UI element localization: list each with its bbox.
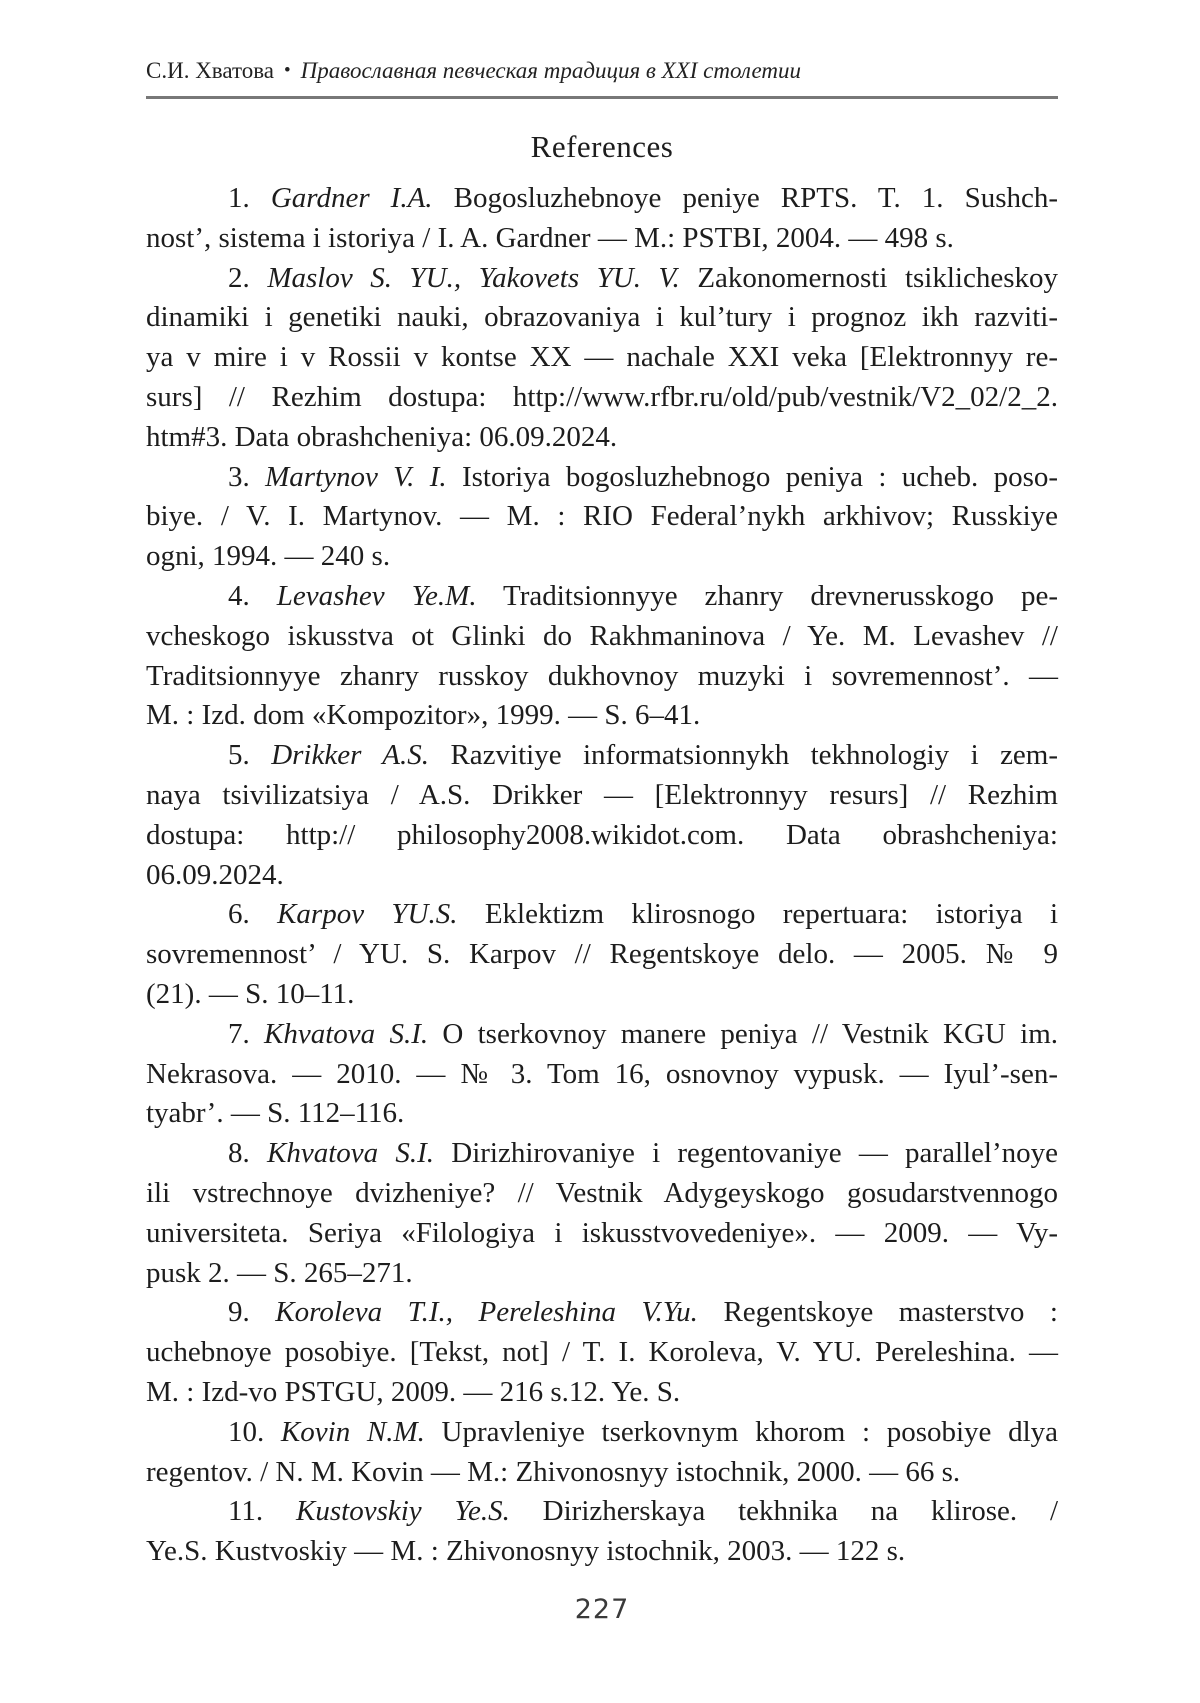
reference-authors: Khvatova S.I. xyxy=(266,1137,435,1170)
reference-number: 5. xyxy=(228,739,250,772)
reference-line xyxy=(146,577,1058,617)
references-list xyxy=(146,179,1058,1572)
reference-line xyxy=(146,1413,1058,1453)
reference-line xyxy=(146,1293,1058,1333)
reference-line: biye. / V. I. Martynov. — M. : RIO Federal’nykh arkhivov; Russkiye xyxy=(146,500,1058,533)
reference-authors: Maslov S. YU., Yakovets YU. V. xyxy=(267,261,680,294)
reference-line: pusk 2. — S. 265–271. xyxy=(146,1256,413,1289)
reference-text: Upravleniye tserkovnym khorom : posobiye dlya xyxy=(441,1415,1059,1448)
reference-number: 3. xyxy=(228,460,250,493)
reference-number: 6. xyxy=(228,898,250,931)
reference-line: 06.09.2024. xyxy=(146,858,284,891)
reference-number: 8. xyxy=(228,1137,250,1170)
reference-entry xyxy=(146,458,1058,577)
reference-entry xyxy=(146,895,1058,1014)
reference-line: nost’, sistema i istoriya / I. A. Gardner — M.: PSTBI, 2004. — 498 s. xyxy=(146,221,954,254)
reference-number: 11. xyxy=(228,1495,264,1528)
reference-line xyxy=(146,458,1058,498)
reference-line: M. : Izd-vo PSTGU, 2009. — 216 s.12. Ye. S. xyxy=(146,1375,681,1408)
reference-text: Razvitiye informatsionnykh tekhnologiy i zem- xyxy=(450,739,1059,772)
reference-entry xyxy=(146,1492,1058,1572)
reference-line xyxy=(146,895,1058,935)
reference-text: Regentskoye masterstvo : xyxy=(723,1296,1058,1329)
reference-authors: Gardner I.A. xyxy=(270,182,433,214)
reference-line: htm#3. Data obrashcheniya: 06.09.2024. xyxy=(146,420,618,453)
reference-line: sovremennost’ / YU. S. Karpov // Regentskoye delo. — 2005. № 9 xyxy=(146,938,1058,971)
reference-text: Eklektizm klirosnogo repertuara: istoriya i xyxy=(484,898,1059,931)
reference-authors: Levashev Ye.M. xyxy=(276,579,477,612)
reference-authors: Karpov YU.S. xyxy=(277,898,458,931)
running-head-separator: • xyxy=(284,60,291,81)
running-head xyxy=(146,0,1058,99)
reference-line xyxy=(146,1134,1058,1174)
reference-entry xyxy=(146,1015,1058,1134)
reference-line: Nekrasova. — 2010. — № 3. Tom 16, osnovnoy vypusk. — Iyul’-sen- xyxy=(146,1057,1058,1090)
reference-number: 10. xyxy=(228,1415,265,1448)
reference-authors: Kovin N.M. xyxy=(280,1415,425,1448)
reference-authors: Kustovskiy Ye.S. xyxy=(296,1495,510,1528)
reference-entry xyxy=(146,736,1058,895)
reference-authors: Khvatova S.I. xyxy=(264,1017,429,1050)
reference-line: ogni, 1994. — 240 s. xyxy=(146,540,391,573)
reference-line: universiteta. Seriya «Filologiya i iskusstvovedeniye». — 2009. — Vy- xyxy=(146,1216,1058,1249)
reference-entry xyxy=(146,1413,1058,1493)
reference-entry xyxy=(146,259,1058,458)
reference-line: regentov. / N. M. Kovin — M.: Zhivonosnyy istochnik, 2000. — 66 s. xyxy=(146,1455,961,1488)
reference-text: Traditsionnyye zhanry drevnerusskogo pe- xyxy=(503,579,1058,612)
reference-text: Dirizhirovaniye i regentovaniye — parallel’noye xyxy=(451,1137,1059,1170)
reference-number: 4. xyxy=(228,579,250,612)
running-head-author: С.И. Хватова xyxy=(146,58,274,83)
reference-line: Traditsionnyye zhanry russkoy dukhovnoy muzyki i sovremennost’. — xyxy=(146,659,1058,692)
reference-line: ili vstrechnoye dvizheniye? // Vestnik Adygeyskogo gosudarstvennogo xyxy=(146,1176,1058,1209)
reference-authors: Koroleva T.I., Pereleshina V.Yu. xyxy=(275,1296,698,1329)
reference-line xyxy=(146,179,1058,219)
reference-line: vcheskogo iskusstva ot Glinki do Rakhmaninova / Ye. M. Levashev // xyxy=(146,619,1058,652)
reference-line xyxy=(146,1015,1058,1055)
reference-line xyxy=(146,1492,1058,1532)
reference-text: Zakonomernosti tsiklicheskoy xyxy=(697,261,1058,294)
reference-text: O tserkovnoy manere peniya // Vestnik KGU im. xyxy=(442,1017,1059,1050)
reference-entry xyxy=(146,1134,1058,1293)
reference-line: Ye.S. Kustvoskiy — M. : Zhivonosnyy istochnik, 2003. — 122 s. xyxy=(146,1535,906,1568)
reference-authors: Martynov V. I. xyxy=(265,460,447,493)
reference-number: 9. xyxy=(228,1296,250,1329)
reference-line: M. : Izd. dom «Kompozitor», 1999. — S. 6–41. xyxy=(146,699,701,732)
reference-text: Istoriya bogosluzhebnogo peniya : ucheb. poso- xyxy=(461,460,1059,493)
reference-text: Dirizherskaya tekhnika na klirose. / xyxy=(542,1495,1059,1528)
reference-number: 2. xyxy=(228,261,250,294)
reference-entry xyxy=(146,577,1058,736)
reference-line: surs] // Rezhim dostupa: http://www.rfbr.ru/old/pub/vestnik/V2_02/2_2. xyxy=(146,380,1058,413)
reference-number: 7. xyxy=(228,1017,250,1050)
reference-authors: Drikker A.S. xyxy=(271,739,429,772)
reference-line: dostupa: http:// philosophy2008.wikidot.com. Data obrashcheniya: xyxy=(146,818,1058,851)
reference-line: uchebnoye posobiye. [Tekst, not] / T. I. Koroleva, V. YU. Pereleshina. — xyxy=(146,1336,1058,1369)
reference-line: tyabr’. — S. 112–116. xyxy=(146,1097,405,1130)
reference-line: (21). — S. 10–11. xyxy=(146,977,355,1010)
reference-line: ya v mire i v Rossii v kontse XX — nachale XXI veka [Elektronnyy re- xyxy=(146,341,1058,374)
running-head-book-title: Православная певческая традиция в XXI столетии xyxy=(300,58,801,83)
reference-line: naya tsivilizatsiya / A.S. Drikker — [Elektronnyy resurs] // Rezhim xyxy=(146,778,1058,811)
reference-entry xyxy=(146,179,1058,259)
reference-text: Bogosluzhebnoye peniye RPTS. T. 1. Sushch- xyxy=(453,182,1059,214)
reference-number: 1. xyxy=(228,182,250,214)
reference-line xyxy=(146,259,1058,299)
reference-entry xyxy=(146,1293,1058,1412)
reference-line: dinamiki i genetiki nauki, obrazovaniya i kul’tury i prognoz ikh razviti- xyxy=(146,301,1058,334)
content-column xyxy=(146,0,1058,1572)
page-number: 227 xyxy=(574,1594,630,1625)
section-title: References xyxy=(530,129,674,164)
reference-line xyxy=(146,736,1058,776)
